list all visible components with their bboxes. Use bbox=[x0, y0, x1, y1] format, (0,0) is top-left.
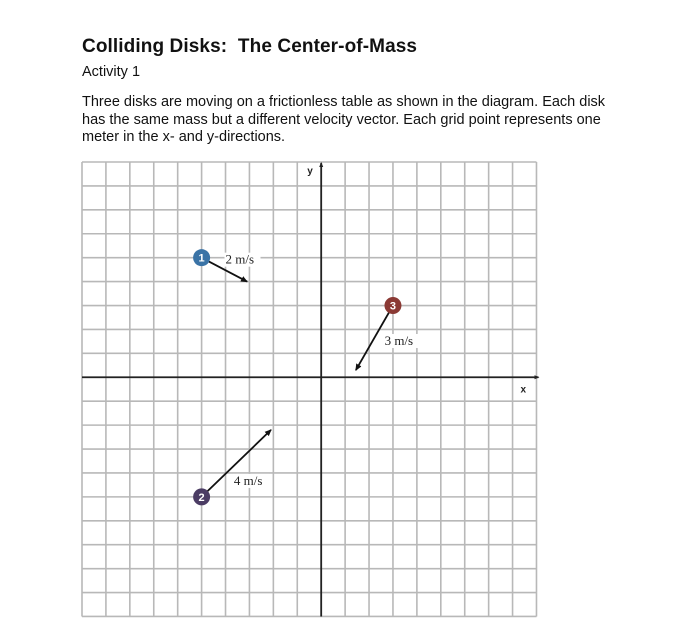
disk-number-3: 3 bbox=[389, 300, 397, 313]
x-axis-label: x bbox=[520, 384, 527, 396]
axes bbox=[82, 163, 538, 616]
problem-description: Three disks are moving on a frictionless table as shown in the diagram. Each disk has the same mass but a different velocity vector. Each grid point represents one meter in the x- and y-directions. bbox=[82, 94, 606, 145]
page-title: Colliding Disks: The Center-of-Mass bbox=[82, 36, 418, 57]
y-axis-label: y bbox=[307, 166, 313, 177]
grid-lines bbox=[82, 162, 536, 616]
activity-subtitle: Activity 1 bbox=[82, 64, 141, 80]
disk-number-1: 1 bbox=[198, 252, 205, 265]
velocity-vectors bbox=[202, 252, 420, 497]
speed-label-disk-1: 2 m/s bbox=[225, 251, 255, 267]
speed-label-disk-2: 4 m/s bbox=[233, 472, 263, 488]
disk-number-2: 2 bbox=[198, 491, 205, 504]
speed-label-disk-3: 3 m/s bbox=[384, 332, 414, 348]
